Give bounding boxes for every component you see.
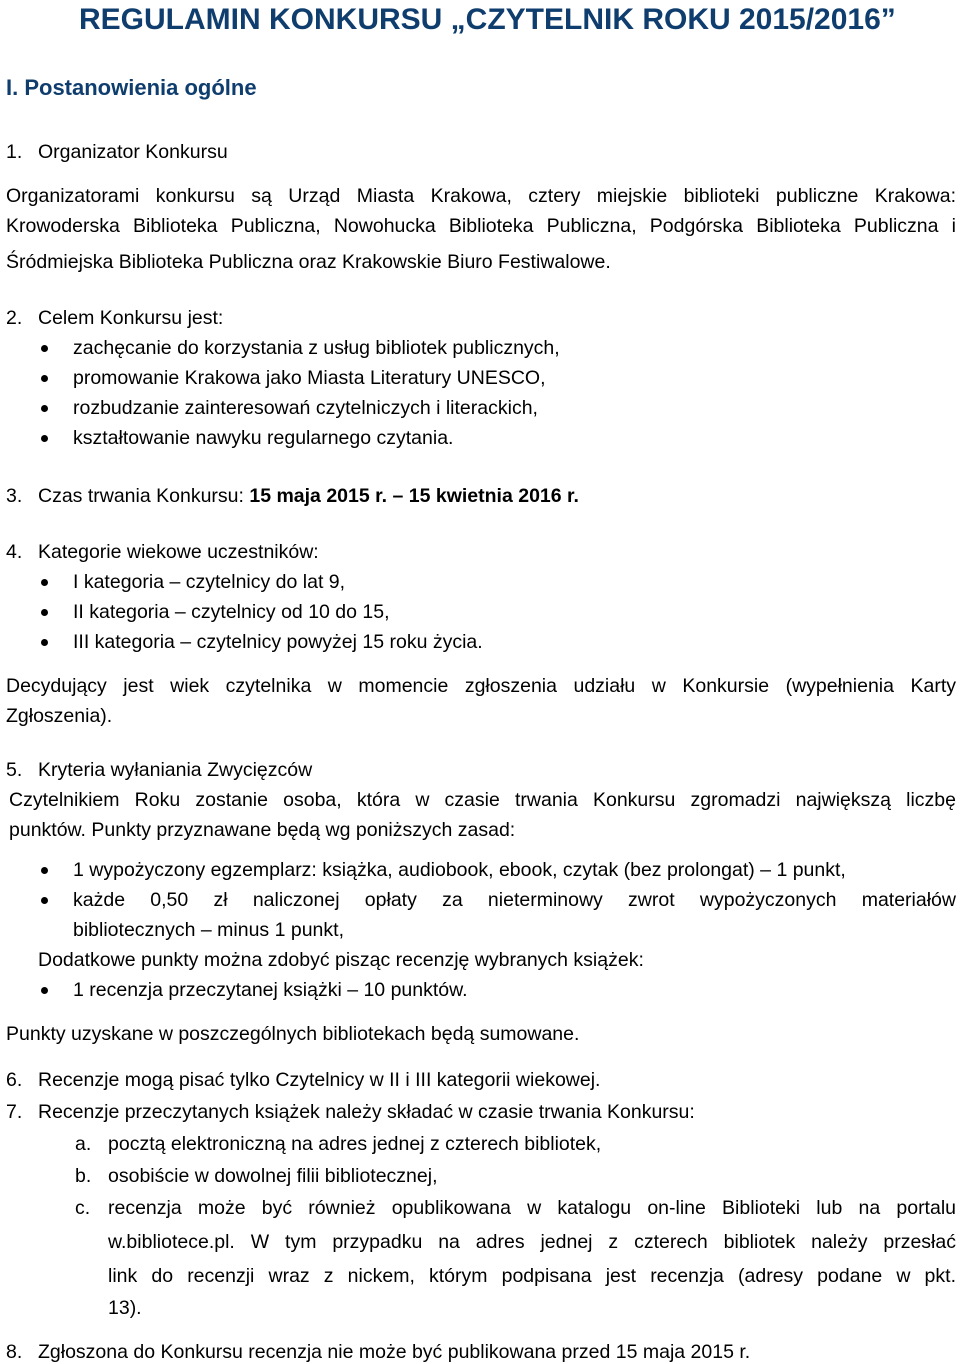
paragraph-title: Kryteria wyłaniania Zwycięzców bbox=[38, 759, 313, 781]
section-heading: I. Postanowienia ogólne bbox=[6, 75, 257, 100]
paragraph-number: 2. bbox=[6, 307, 23, 329]
paragraph-text-line: Dodatkowe punkty można zdobyć pisząc recenzję wybranych książek: bbox=[38, 949, 644, 971]
list-item-text: I kategoria – czytelnicy do lat 9, bbox=[73, 571, 346, 593]
list-item-text: każde 0,50 zł naliczonej opłaty za nieterminowy zwrot wypożyczonych materiałów bbox=[73, 889, 956, 911]
paragraph-text-line: Organizatorami konkursu są Urząd Miasta Krakowa, cztery miejskie biblioteki publiczne Krakowa: bbox=[6, 185, 956, 207]
paragraph-4-heading bbox=[6, 540, 956, 564]
bullet-icon bbox=[41, 987, 48, 994]
paragraph-title: Celem Konkursu jest: bbox=[38, 307, 224, 329]
paragraph-8 bbox=[6, 1340, 956, 1364]
list-item-text: bibliotecznych – minus 1 punkt, bbox=[73, 919, 344, 941]
paragraph-number: 4. bbox=[6, 541, 23, 563]
bullet-icon bbox=[41, 435, 48, 442]
start-date: 15 maja 2015 r. bbox=[249, 485, 388, 507]
paragraph-number: 6. bbox=[6, 1069, 23, 1091]
paragraph-text-line: Czytelnikiem Roku zostanie osoba, która w czasie trwania Konkursu zgromadzi największą liczbę bbox=[9, 789, 956, 811]
list-letter: c. bbox=[75, 1197, 91, 1219]
list-item-text: w.bibliotece.pl. W tym przypadku na adres jednej z czterech bibliotek należy przesłać bbox=[108, 1231, 956, 1253]
list-item-text: rozbudzanie zainteresowań czytelniczych i literackich, bbox=[73, 397, 538, 419]
paragraph-5-heading bbox=[6, 758, 956, 782]
paragraph-number: 7. bbox=[6, 1101, 23, 1123]
paragraph-3 bbox=[6, 484, 956, 508]
date-dash: – bbox=[392, 485, 404, 507]
paragraph-title: Kategorie wiekowe uczestników: bbox=[38, 541, 319, 563]
list-item-text: 1 recenzja przeczytanej książki – 10 punktów. bbox=[73, 979, 468, 1001]
list-item-text: promowanie Krakowa jako Miasta Literatury UNESCO, bbox=[73, 367, 546, 389]
paragraph-number: 8. bbox=[6, 1341, 23, 1363]
paragraph-2-heading bbox=[6, 306, 956, 330]
duration-label: Czas trwania Konkursu: bbox=[38, 485, 244, 507]
paragraph-6 bbox=[6, 1068, 956, 1092]
bullet-icon bbox=[41, 867, 48, 874]
list-letter: b. bbox=[75, 1165, 92, 1187]
paragraph-text-line: Śródmiejska Biblioteka Publiczna oraz Krakowskie Biuro Festiwalowe. bbox=[6, 251, 611, 273]
list-item-text: pocztą elektroniczną na adres jednej z czterech bibliotek, bbox=[108, 1133, 602, 1155]
list-item-text: III kategoria – czytelnicy powyżej 15 roku życia. bbox=[73, 631, 483, 653]
list-item-text: osobiście w dowolnej filii bibliotecznej, bbox=[108, 1165, 438, 1187]
list-item-text: 1 wypożyczony egzemplarz: książka, audiobook, ebook, czytak (bez prolongat) – 1 punkt, bbox=[73, 859, 846, 881]
list-item-text: kształtowanie nawyku regularnego czytania. bbox=[73, 427, 454, 449]
list-item-text: recenzja może być również opublikowana w katalogu on-line Biblioteki lub na portalu bbox=[108, 1197, 956, 1219]
bullet-icon bbox=[41, 345, 48, 352]
paragraph-7 bbox=[6, 1100, 956, 1124]
list-item-text: zachęcanie do korzystania z usług bibliotek publicznych, bbox=[73, 337, 560, 359]
paragraph-text: Recenzje mogą pisać tylko Czytelnicy w II i III kategorii wiekowej. bbox=[38, 1069, 601, 1091]
document-title: REGULAMIN KONKURSU „CZYTELNIK ROKU 2015/2016” bbox=[79, 3, 896, 36]
list-item-text: 13). bbox=[108, 1297, 142, 1319]
paragraph-text-line: Punkty uzyskane w poszczególnych bibliotekach będą sumowane. bbox=[6, 1023, 580, 1045]
paragraph-text-line: punktów. Punkty przyznawane będą wg poniższych zasad: bbox=[9, 819, 516, 841]
paragraph-number: 3. bbox=[6, 485, 23, 507]
list-item-text: link do recenzji wraz z nickem, którym podpisana jest recenzja (adresy podane w pkt. bbox=[108, 1265, 956, 1287]
paragraph-text-line: Decydujący jest wiek czytelnika w momencie zgłoszenia udziału w Konkursie (wypełnienia Karty bbox=[6, 675, 956, 697]
bullet-icon bbox=[41, 609, 48, 616]
paragraph-text: Zgłoszona do Konkursu recenzja nie może być publikowana przed 15 maja 2015 r. bbox=[38, 1341, 751, 1363]
bullet-icon bbox=[41, 579, 48, 586]
bullet-icon bbox=[41, 375, 48, 382]
paragraph-number: 1. bbox=[6, 141, 23, 163]
paragraph-text: Recenzje przeczytanych książek należy składać w czasie trwania Konkursu: bbox=[38, 1101, 695, 1123]
list-item-text: II kategoria – czytelnicy od 10 do 15, bbox=[73, 601, 390, 623]
paragraph-1-heading bbox=[6, 140, 956, 164]
bullet-icon bbox=[41, 405, 48, 412]
bullet-icon bbox=[41, 639, 48, 646]
paragraph-text-line: Krowoderska Biblioteka Publiczna, Nowohucka Biblioteka Publiczna, Podgórska Biblioteka Publiczna i bbox=[6, 215, 956, 237]
list-letter: a. bbox=[75, 1133, 92, 1155]
end-date: 15 kwietnia 2016 r. bbox=[408, 485, 579, 507]
paragraph-text-line: Zgłoszenia). bbox=[6, 705, 113, 727]
paragraph-title: Organizator Konkursu bbox=[38, 141, 228, 163]
bullet-icon bbox=[41, 897, 48, 904]
paragraph-number: 5. bbox=[6, 759, 23, 781]
